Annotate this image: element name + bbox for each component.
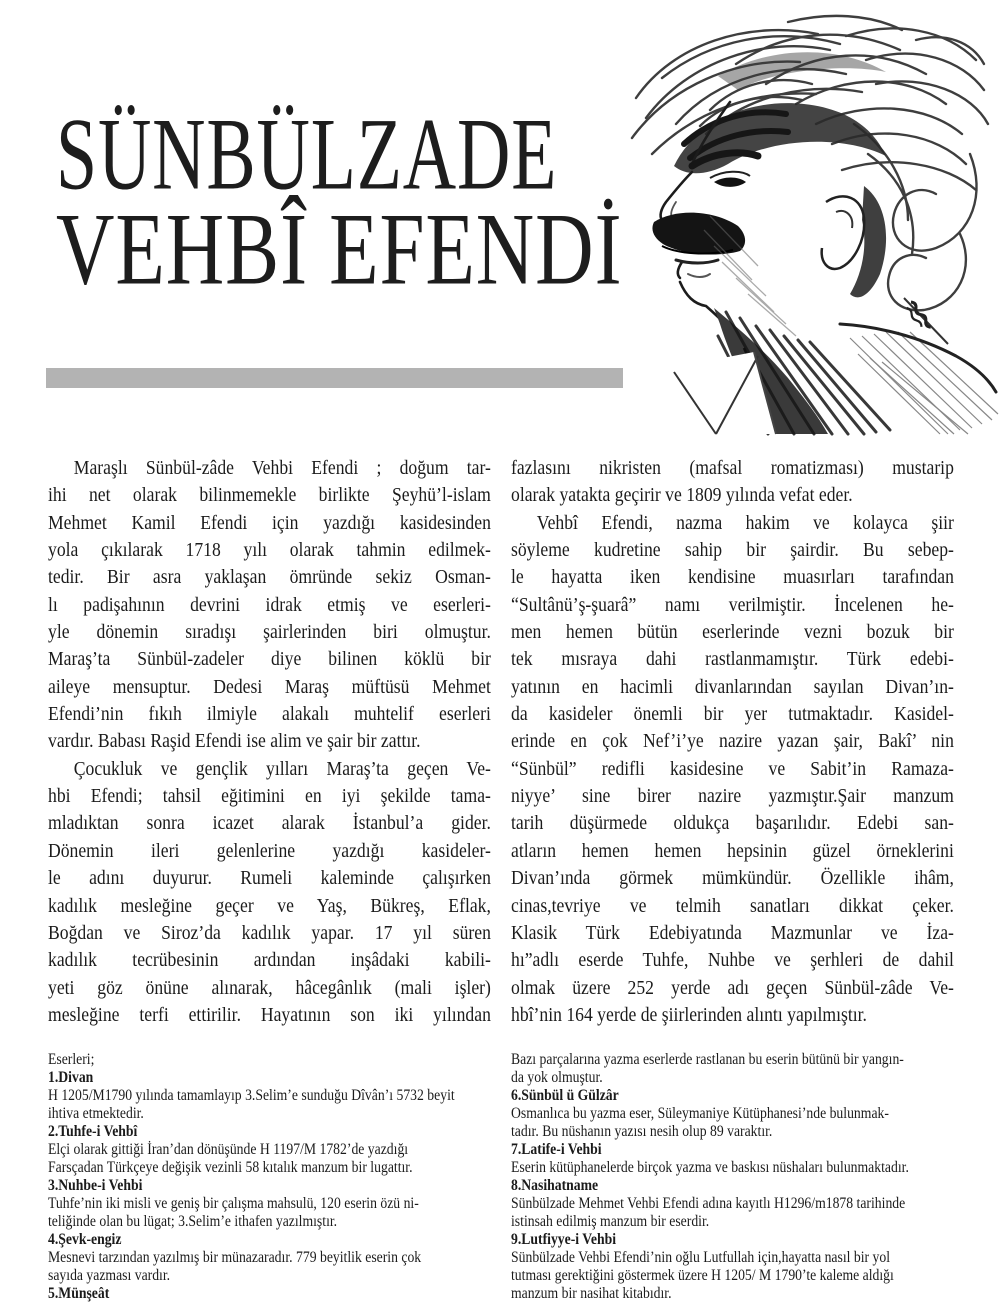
text-line: tadır. Bu nüshanın yazısı nesih olup 89 varaktır. bbox=[511, 1123, 773, 1140]
work-title-line: 5.Münşeât bbox=[48, 1285, 110, 1302]
text-line: Efendi’nin fıkıh ilmiyle alakalı muhtelif eserleri bbox=[48, 703, 491, 726]
text-line: Tuhfe’nin iki misli ve geniş bir çalışma mahsulü, 120 eserin özü ni- bbox=[48, 1195, 419, 1212]
text-line: atların hemen hemen hepsinin güzel örneklerini bbox=[511, 839, 954, 862]
text-line: manzum bir nasihat kitabıdır. bbox=[511, 1285, 672, 1302]
work-title-line: 9.Lutfiyye-i Vehbi bbox=[511, 1231, 617, 1248]
page-title-line-1: SÜNBÜLZADE bbox=[56, 98, 558, 213]
text-line: yle dönemin sıradışı şairlerinden biri olmuştur. bbox=[48, 621, 491, 644]
text-line: le adını duyurur. Rumeli kaleminde çalışırken bbox=[48, 867, 491, 890]
text-line: sayıda yazması vardır. bbox=[48, 1267, 171, 1284]
text-line: lı padişahının devrini idrak etmiş ve eserleri- bbox=[48, 593, 491, 616]
text-line: Osmanlıca bu yazma eser, Süleymaniye Kütüphanesi’nde bulunmak- bbox=[511, 1105, 889, 1122]
works-column-left-lines bbox=[48, 1051, 493, 1303]
text-line: Dönemin ileri gelenlerine yazdığı kasideler- bbox=[48, 839, 491, 862]
text-line: hbi Efendi; tahsil eğitimini en iyi şekilde tama- bbox=[48, 785, 491, 808]
text-line: Farsçadan Türkçeye değişik vezinli 58 kıtalık manzum bir lugattır. bbox=[48, 1159, 413, 1176]
text-line: Maraşlı Sünbül-zâde Vehbi Efendi ; doğum tar- bbox=[73, 457, 491, 479]
text-line: Boğdan ve Siroz’da kadılık yapar. 17 yıl süren bbox=[48, 921, 491, 944]
text-line: olarak yatakta geçirir ve 1809 yılında vefat eder. bbox=[511, 484, 853, 507]
text-line: “Sünbül” redifli kasidesine ve Sabit’in Ramaza- bbox=[511, 757, 954, 780]
text-line: Sünbülzade Vehbi Efendi’nin oğlu Lutfullah için,hayatta nasıl bir yol bbox=[511, 1249, 891, 1266]
text-line: H 1205/M1790 yılında tamamlayıp 3.Selim’e sunduğu Dîvân’ı 5732 beyit bbox=[48, 1087, 455, 1104]
text-line: Vehbî Efendi, nazma hakim ve kolayca şiir bbox=[536, 511, 954, 534]
text-line: ihtiva etmektedir. bbox=[48, 1105, 144, 1122]
work-title-line: 6.Sünbül ü Gülzâr bbox=[511, 1087, 619, 1104]
article-column-right-lines bbox=[511, 455, 954, 1029]
text-line: vardır. Babası Raşid Efendi ise alim ve şair bir zattır. bbox=[48, 730, 421, 753]
work-title-line: 7.Latife-i Vehbi bbox=[511, 1141, 602, 1158]
shoulder-hatching bbox=[850, 332, 998, 434]
text-line: mladıktan sonra icazet alarak İstanbul’a gider. bbox=[48, 812, 491, 835]
text-line: yeti göz önüne alınarak, hâcegânlık (mali işler) bbox=[48, 976, 491, 999]
article-column-left bbox=[48, 455, 491, 1029]
works-column-right-lines bbox=[511, 1051, 956, 1303]
shoulder-contour bbox=[840, 324, 996, 392]
text-line: Sünbülzade Mehmet Vehbi Efendi adına kayıtlı H1296/m1878 tarihinde bbox=[511, 1195, 906, 1212]
work-title-line: 2.Tuhfe-i Vehbî bbox=[48, 1123, 138, 1140]
article-column-left-lines bbox=[48, 455, 491, 1029]
text-line: istinsah edilmiş manzum bir eserdir. bbox=[511, 1213, 710, 1230]
text-line: da yok olmuştur. bbox=[511, 1069, 603, 1086]
mustache bbox=[652, 213, 745, 277]
text-line: Divan’ında görmek mümkündür. Özellikle ihâm, bbox=[511, 867, 954, 890]
work-title-line: 4.Şevk-engiz bbox=[48, 1231, 122, 1248]
works-column-right bbox=[511, 1051, 956, 1303]
text-line: Mesnevi tarzından yazılmış bir münazaradır. 779 beyitlik eserin çok bbox=[48, 1249, 422, 1266]
text-line: tek mısraya dahi rastlanmamıştır. Türk edebi- bbox=[511, 648, 954, 671]
ear bbox=[822, 186, 886, 297]
text-line: aileye mensuptur. Dedesi Maraş müftüsü Mehmet bbox=[48, 675, 491, 698]
text-line: tedir. Bir asra yaklaşan ömründe sekiz Osman- bbox=[48, 566, 491, 589]
text-line: le hayatta iken kendisine muasırları tarafından bbox=[511, 566, 954, 589]
text-line: yatının en hacimli divanlarından sayılan Divan’ın- bbox=[511, 675, 954, 698]
text-line: Klasik Türk Edebiyatında Mazmunlar ve İza- bbox=[511, 921, 954, 944]
text-line: fazlasını nikristen (mafsal romatizması) mustarip bbox=[511, 457, 954, 479]
text-line: hı”adlı eserde Tuhfe, Nuhbe ve şerhleri de dahil bbox=[511, 949, 954, 972]
page-title bbox=[56, 98, 672, 308]
text-line: mesleğine terfi ettirilir. Hayatının son iki yılından bbox=[48, 1003, 491, 1026]
hair-dark-mass bbox=[674, 52, 886, 173]
divider-bar bbox=[46, 368, 623, 388]
work-title-line: 8.Nasihatname bbox=[511, 1177, 599, 1194]
work-title-line: 1.Divan bbox=[48, 1069, 94, 1086]
text-line: kadılık mesleğine geçer ve Yaş, Bükreş, Eflak, bbox=[48, 894, 491, 917]
text-line: ihi net olarak bilinmemekle birlikte Şeyhü’l-islam bbox=[48, 484, 491, 507]
text-line: kadılık tecrübesinin ardından inşâdaki kabili- bbox=[48, 949, 491, 972]
article-column-right bbox=[511, 455, 954, 1029]
text-line: hbî’nin 164 yerde de şiirlerinden alıntı yapılmıştır. bbox=[511, 1003, 867, 1026]
text-line: Çocukluk ve gençlik yılları Maraş’ta geçen Ve- bbox=[73, 757, 491, 780]
text-line: Eserleri; bbox=[48, 1051, 95, 1068]
eye bbox=[710, 172, 750, 187]
text-line: erinde en çok Nef’i’ye nazire yazan şair, Bakî’ nin bbox=[511, 730, 954, 753]
text-line: “Sultânü’ş-şuarâ” namı verilmiştir. İncelenen he- bbox=[511, 593, 954, 616]
text-line: Eserin kütüphanelerde birçok yazma ve baskısı nüshaları bulunmaktadır. bbox=[511, 1159, 909, 1176]
text-line: men hemen bütün eserlerinde vezni bozuk bir bbox=[511, 621, 954, 644]
text-line: da kasideler önemli bir yer tutmaktadır. Kasidel- bbox=[511, 703, 954, 726]
page-title-line-2: VEHBÎ EFENDİ bbox=[56, 193, 623, 308]
portrait-sketch-image bbox=[618, 6, 1000, 436]
text-line: tutması gerektiğini göstermek üzere H 1205/ M 1790’te kaleme aldığı bbox=[511, 1267, 894, 1284]
text-line: niyye’ sine birer nazire yazmıştır.Şair manzum bbox=[511, 785, 954, 808]
work-title-line: 3.Nuhbe-i Vehbi bbox=[48, 1177, 143, 1194]
text-line: Mehmet Kamil Efendi için yazdığı kasidesinden bbox=[48, 511, 491, 534]
text-line: teliğinde olan bu lügat; 3.Selim’e ithafen yazılmıştır. bbox=[48, 1213, 338, 1230]
works-column-left bbox=[48, 1051, 493, 1303]
text-line: tarih düşürmede oldukça başarılıdır. Edebi san- bbox=[511, 812, 954, 835]
text-line: Elçi olarak gittiği İran’dan dönüşünde H 1197/M 1782’de yazdığı bbox=[48, 1141, 409, 1158]
text-line: olmak üzere 252 yerde adı geçen Sünbül-zâde Ve- bbox=[511, 976, 954, 999]
text-line: Maraş’ta Sünbül-zadeler diye bilinen köklü bir bbox=[48, 648, 491, 671]
text-line: yola çıkılarak 1718 yılı olarak tahmin edilmek- bbox=[48, 539, 491, 562]
text-line: Bazı parçalarına yazma eserlerde rastlanan bu eserin bütünü bir yangın- bbox=[511, 1051, 904, 1068]
text-line: cinas,tevriye ve telmih sanatları dikkat çeker. bbox=[511, 894, 954, 917]
text-line: söyleme kudretine sahip bir şairdir. Bu sebep- bbox=[511, 539, 954, 562]
